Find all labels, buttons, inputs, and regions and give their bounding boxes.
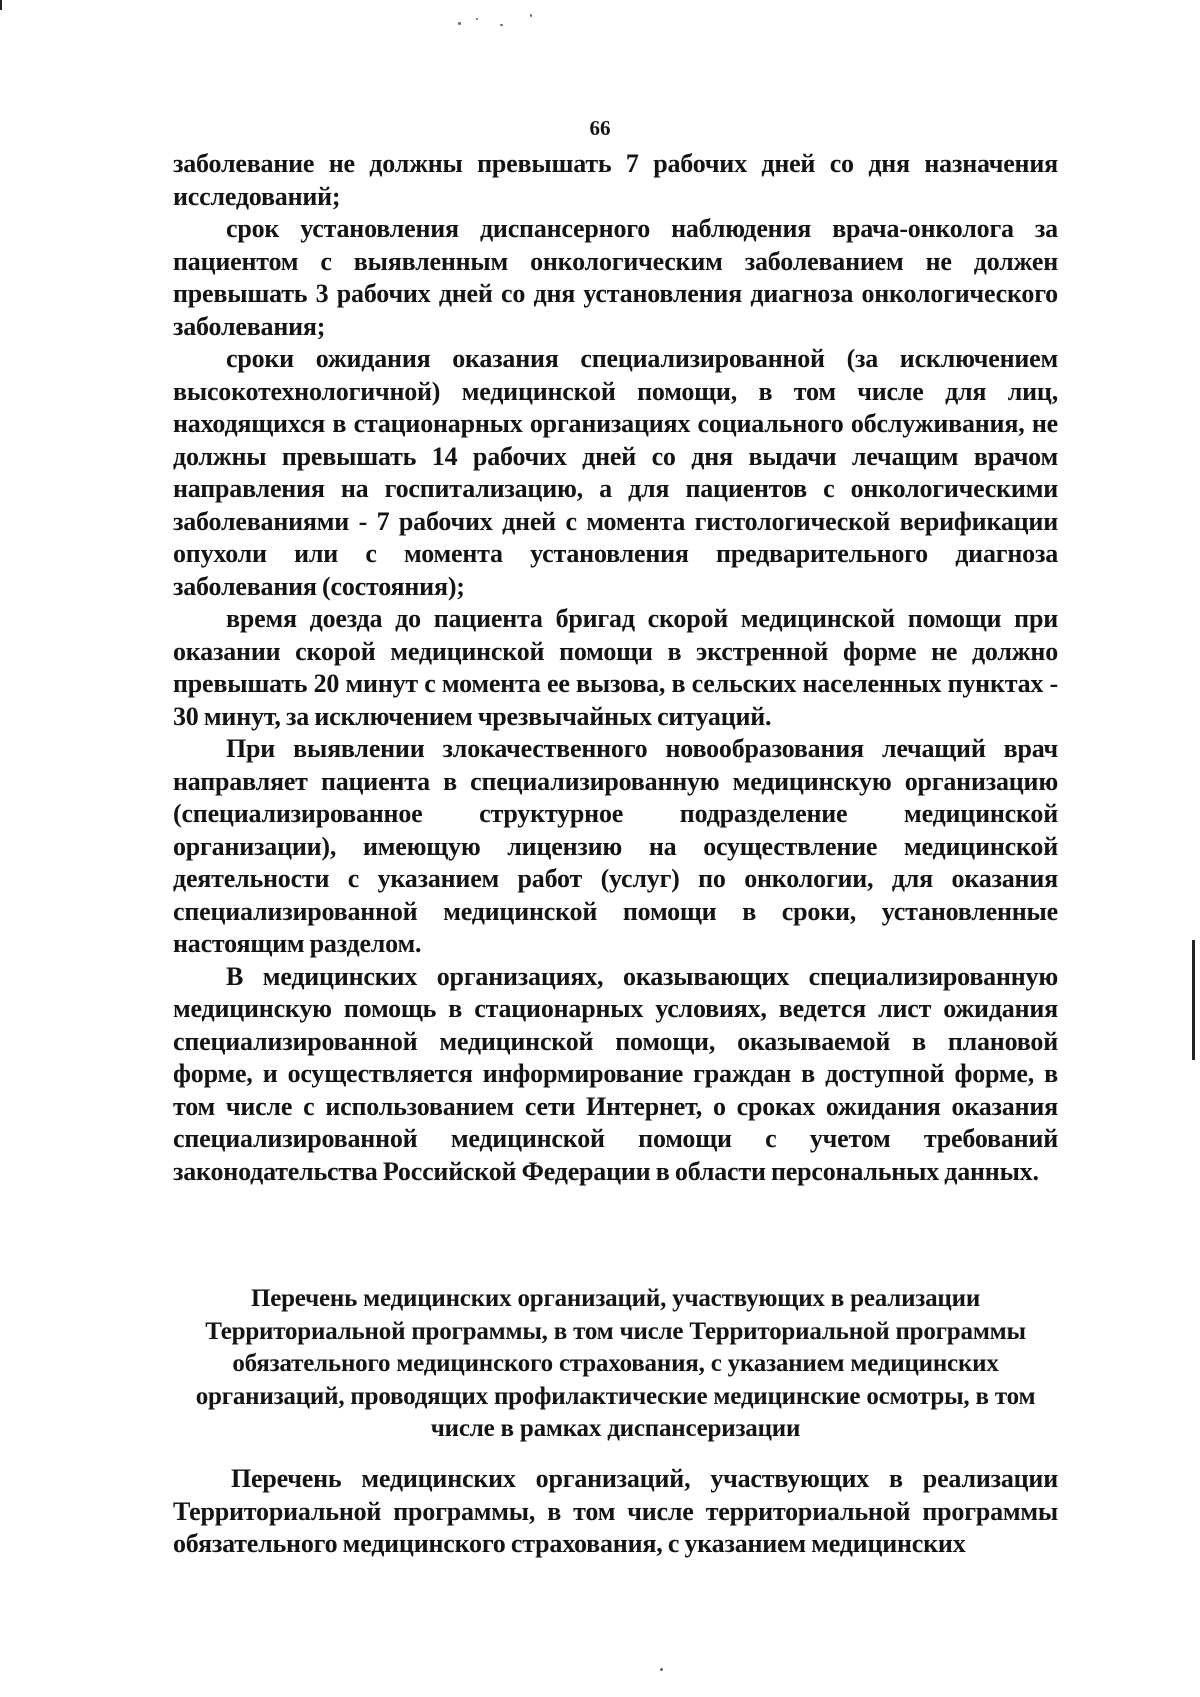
- page-number: 66: [589, 116, 611, 140]
- scan-edge-mark-right: [1192, 940, 1195, 1060]
- scan-speck: [530, 14, 532, 17]
- scan-speck: [476, 18, 478, 20]
- paragraph: сроки ожидания оказания специализированной (за исключением высокотехнологичной) медицинской помощи, в том числе для лиц, находящихся в стационарных организациях социального обслуживания, не должны превышать 14 рабочих дней со дня выдачи лечащим врачом направления на госпитализацию, а для пациентов с онкологическими заболеваниями - 7 рабочих дней с момента гистологической верификации опухоли или с момента установления предварительного диагноза заболевания (состояния);: [173, 344, 1058, 601]
- paragraph: При выявлении злокачественного новообразования лечащий врач направляет пациента в специализированную медицинскую организацию (специализированное структурное подразделение медицинской организации), имеющую лицензию на осуществление медицинской деятельности с указанием работ (услуг) по онкологии, для оказания специализированной медицинской помощи в сроки, установленные настоящим разделом.: [173, 734, 1058, 958]
- paragraph: срок установления диспансерного наблюдения врача-онколога за пациентом с выявленным онкологическим заболеванием не должен превышать 3 рабочих дней со дня установления диагноза онкологического заболевания;: [173, 214, 1058, 341]
- section-heading: Перечень медицинских организаций, участвующих в реализации Территориальной программы, в том числе Территориальной программы обязательного медицинского страхования, с указанием медицинских организаций, проводящих профилактические медицинские осмотры, в том числе в рамках диспансеризации: [195, 1285, 1036, 1442]
- scan-edge-mark-left: [0, 0, 2, 10]
- paragraph: заболевание не должны превышать 7 рабочих дней со дня назначения исследований;: [173, 149, 1058, 211]
- paragraph: В медицинских организациях, оказывающих специализированную медицинскую помощь в стационарных условиях, ведется лист ожидания специализированной медицинской помощи, оказываемой в плановой форме, и осуществляется информирование граждан в доступной форме, в том числе с использованием сети Интернет, о сроках ожидания оказания специализированной медицинской помощи с учетом требований законодательства Российской Федерации в области персональных данных.: [173, 961, 1058, 1186]
- scan-speck: [500, 24, 503, 26]
- scan-speck: [458, 22, 461, 25]
- scan-speck: [660, 1668, 663, 1671]
- body-text: [173, 148, 1058, 1188]
- paragraph: время доезда до пациента бригад скорой медицинской помощи при оказании скорой медицинской помощи в экстренной форме не должно превышать 20 минут с момента ее вызова, в сельских населенных пунктах - 30 минут, за исключением чрезвычайных ситуаций.: [173, 604, 1058, 731]
- closing-paragraph: Перечень медицинских организаций, участвующих в реализации Территориальной программы, в том числе территориальной программы обязательного медицинского страхования, с указанием медицинских: [173, 1464, 1058, 1558]
